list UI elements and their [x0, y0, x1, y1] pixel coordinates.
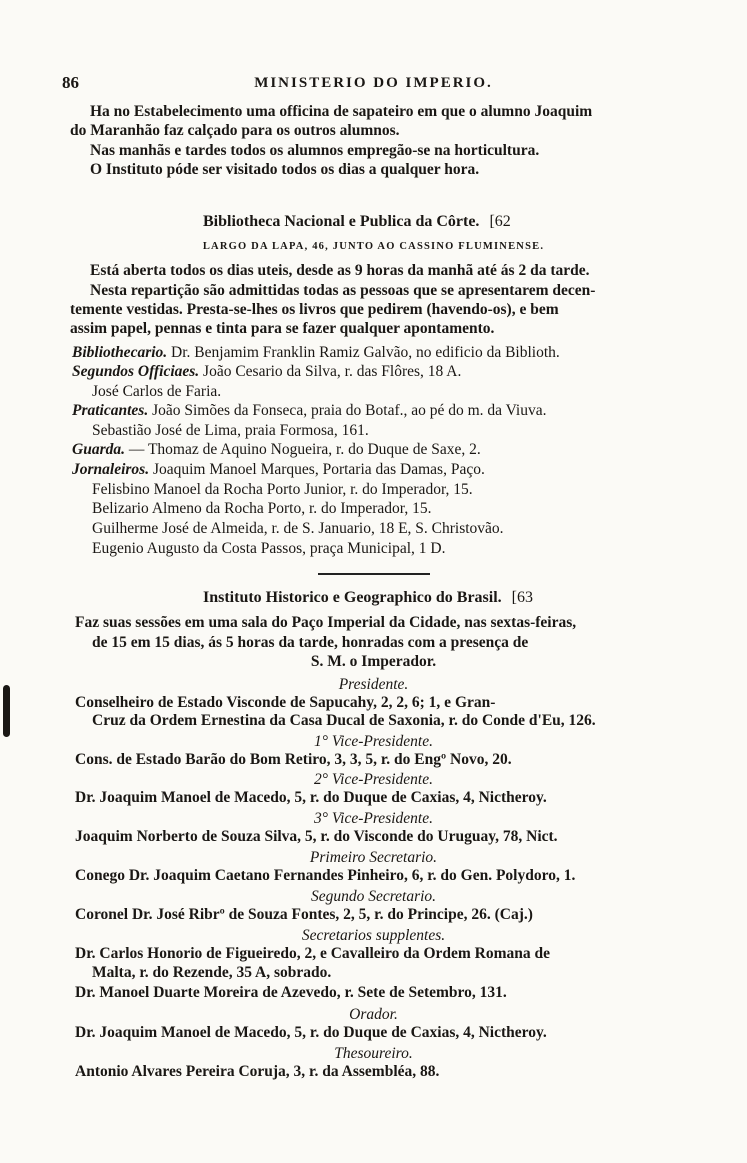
paragraph-line: S. M. o Imperador.: [310, 653, 437, 670]
role-title: Primeiro Secretario.: [309, 849, 438, 866]
section-divider: [318, 573, 430, 575]
member-line: Dr. Joaquim Manoel de Macedo, 5, r. do Duque de Caxias, 4, Nictheroy.: [75, 789, 547, 806]
intro-line: Ha no Estabelecimento uma officina de sapateiro em que o alumno Joaquim: [90, 103, 593, 120]
staff-entry: Praticantes. João Simões da Fonseca, praia do Botaf., ao pé do m. da Viuva.: [72, 402, 547, 419]
role-title: Secretarios supplentes.: [301, 927, 446, 944]
staff-entry: Bibliothecario. Dr. Benjamim Franklin Ramiz Galvão, no edificio da Biblioth.: [72, 344, 560, 361]
section-title-text: Instituto Historico e Geographico do Brasil.: [203, 589, 502, 606]
intro-line: Nas manhãs e tardes todos os alumnos empregão-se na horticultura.: [90, 142, 540, 159]
staff-entry: Sebastião José de Lima, praia Formosa, 161.: [92, 422, 369, 439]
intro-line: do Maranhão faz calçado para os outros alumnos.: [70, 122, 400, 139]
member-line: Conego Dr. Joaquim Caetano Fernandes Pinheiro, 6, r. do Gen. Polydoro, 1.: [75, 867, 576, 884]
member-line: Dr. Carlos Honorio de Figueiredo, 2, e Cavalleiro da Ordem Romana de: [75, 945, 551, 962]
section-title-bibliotheca: [203, 213, 511, 231]
staff-entry: José Carlos de Faria.: [92, 383, 222, 400]
member-line: Joaquim Norberto de Souza Silva, 5, r. do Visconde do Uruguay, 78, Nict.: [75, 828, 558, 845]
role-title: 3° Vice-Presidente.: [314, 810, 433, 827]
staff-entry: Belizario Almeno da Rocha Porto, r. do Imperador, 15.: [92, 500, 432, 517]
staff-entry: Guilherme José de Almeida, r. de S. Januario, 18 E, S. Christovão.: [92, 520, 504, 537]
staff-entry: Eugenio Augusto da Costa Passos, praça Municipal, 1 D.: [92, 540, 446, 557]
paragraph-line: Nesta repartição são admittidas todas as pessoas que se apresentarem decen-: [90, 282, 596, 299]
paragraph-line: de 15 em 15 dias, ás 5 horas da tarde, honradas com a presença de: [92, 634, 529, 651]
role-title: Thesoureiro.: [334, 1045, 413, 1062]
member-line: Coronel Dr. José Ribrº de Souza Fontes, 2, 5, r. do Principe, 26. (Caj.): [75, 906, 533, 923]
paragraph-line: Está aberta todos os dias uteis, desde as 9 horas da manhã até ás 2 da tarde.: [90, 262, 590, 279]
staff-entry: Jornaleiros. Joaquim Manoel Marques, Portaria das Damas, Paço.: [72, 461, 485, 478]
section-title-instituto: [203, 589, 533, 607]
section-title-text: Bibliotheca Nacional e Publica da Côrte.: [203, 213, 480, 230]
intro-line: O Instituto póde ser visitado todos os dias a qualquer hora.: [90, 161, 480, 178]
role-title: Presidente.: [338, 676, 409, 693]
role-title: Segundo Secretario.: [310, 888, 437, 905]
role-title: Orador.: [349, 1006, 398, 1023]
staff-entry: Guarda. — Thomaz de Aquino Nogueira, r. do Duque de Saxe, 2.: [72, 441, 481, 458]
staff-entry: Felisbino Manoel da Rocha Porto Junior, r. do Imperador, 15.: [92, 481, 473, 498]
running-title: MINISTERIO DO IMPERIO.: [254, 75, 493, 91]
page-number: 86: [62, 73, 79, 92]
member-line: Dr. Joaquim Manoel de Macedo, 5, r. do Duque de Caxias, 4, Nictheroy.: [75, 1024, 547, 1041]
member-line: Dr. Manoel Duarte Moreira de Azevedo, r. Sete de Setembro, 131.: [75, 984, 507, 1001]
section-ref: [63: [511, 589, 533, 606]
section-address: LARGO DA LAPA, 46, JUNTO AO CASSINO FLUMINENSE.: [202, 241, 545, 252]
member-line: Cons. de Estado Barão do Bom Retiro, 3, 3, 5, r. do Engº Novo, 20.: [75, 751, 512, 768]
paragraph-line: assim papel, pennas e tinta para se fazer qualquer apontamento.: [70, 320, 495, 337]
member-line: Cruz da Ordem Ernestina da Casa Ducal de Saxonia, r. do Conde d'Eu, 126.: [92, 712, 596, 729]
member-line: Malta, r. do Rezende, 35 A, sobrado.: [92, 964, 332, 981]
member-line: Conselheiro de Estado Visconde de Sapucahy, 2, 2, 6; 1, e Gran-: [75, 694, 496, 711]
role-title: 2° Vice-Presidente.: [314, 771, 433, 788]
paragraph-line: Faz suas sessões em uma sala do Paço Imperial da Cidade, nas sextas-feiras,: [75, 614, 577, 631]
member-line: Antonio Alvares Pereira Coruja, 3, r. da Assembléa, 88.: [75, 1063, 440, 1080]
paragraph-line: temente vestidas. Presta-se-lhes os livros que pedirem (havendo-os), e bem: [70, 301, 559, 318]
staff-entry: Segundos Officiaes. João Cesario da Silva, r. das Flôres, 18 A.: [72, 363, 462, 380]
section-ref: [62: [489, 213, 511, 230]
role-title: 1° Vice-Presidente.: [314, 733, 433, 750]
